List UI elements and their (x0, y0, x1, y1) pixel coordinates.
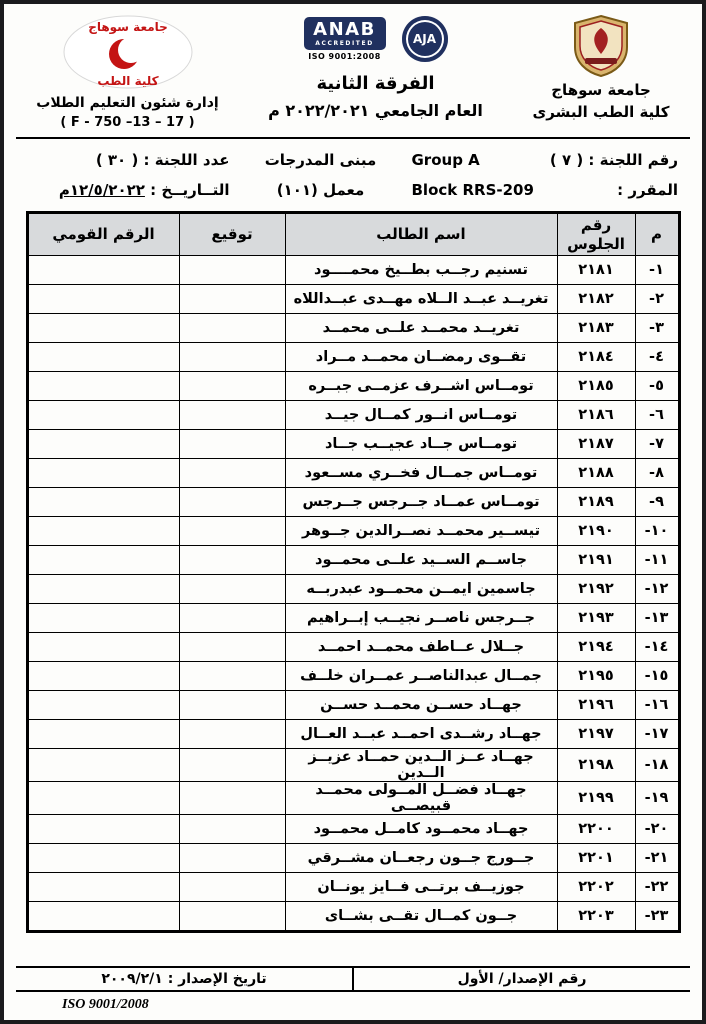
signature-cell (179, 401, 285, 430)
table-header-row (27, 213, 679, 256)
signature-cell (179, 314, 285, 343)
table-row (27, 430, 679, 459)
seat-number-cell: ٢١٩٦ (557, 691, 635, 720)
national-id-cell (27, 691, 179, 720)
student-name-cell: جاســم الســيد علــى محمــود (285, 546, 557, 575)
signature-cell (179, 662, 285, 691)
row-number-cell: ١٠- (635, 517, 679, 546)
seat-number-cell: ٢٢٠٠ (557, 815, 635, 844)
national-id-cell (27, 314, 179, 343)
national-id-cell (27, 517, 179, 546)
student-name-cell: تغريــد عبــد الــلاه مهــدى عبــداللاه (285, 285, 557, 314)
national-id-cell (27, 546, 179, 575)
row-number-cell: ١- (635, 256, 679, 285)
faculty-name: كلية الطب البشرى (532, 103, 670, 121)
seat-number-cell: ٢١٨٧ (557, 430, 635, 459)
issue-info-row (16, 966, 690, 992)
student-name-cell: جاسمين ايمــن محمــود عبدربــه (285, 575, 557, 604)
student-name-cell: جهــاد حســن محمــد حســن (285, 691, 557, 720)
row-number-cell: ٢٢- (635, 873, 679, 902)
signature-cell (179, 633, 285, 662)
table-row (27, 720, 679, 749)
seat-number-cell: ٢١٩٥ (557, 662, 635, 691)
student-name-cell: جهــاد رشــدى احمــد عبــد العــال (285, 720, 557, 749)
seat-number-cell: ٢١٩٩ (557, 782, 635, 815)
signature-cell (179, 844, 285, 873)
student-name-cell: تقــوى رمضــان محمــد مــراد (285, 343, 557, 372)
table-row (27, 401, 679, 430)
table-row (27, 517, 679, 546)
national-id-cell (27, 285, 179, 314)
national-id-cell (27, 815, 179, 844)
document-header (16, 12, 690, 130)
row-number-cell: ١١- (635, 546, 679, 575)
course-code: Block RRS-209 (411, 181, 534, 199)
seat-number-cell: ٢١٩٨ (557, 749, 635, 782)
table-row (27, 488, 679, 517)
count-and-date (28, 151, 230, 199)
table-row (27, 873, 679, 902)
signature-cell (179, 488, 285, 517)
seat-number-cell: ٢١٨٩ (557, 488, 635, 517)
table-row (27, 546, 679, 575)
national-id-cell (27, 343, 179, 372)
row-number-cell: ١٧- (635, 720, 679, 749)
student-name-cell: جــون كمــال تقــى بشــاى (285, 902, 557, 932)
signature-cell (179, 749, 285, 782)
header-number: م (635, 213, 679, 256)
issue-number: رقم الإصدار/ الأول (352, 968, 690, 990)
red-crescent-logo (62, 14, 194, 90)
grade-title: الفرقة الثانية (316, 73, 435, 94)
row-number-cell: ٧- (635, 430, 679, 459)
national-id-cell (27, 372, 179, 401)
signature-cell (179, 256, 285, 285)
committee-number: رقم اللجنة : ( ٧ ) (549, 151, 678, 169)
seat-number-cell: ٢٢٠١ (557, 844, 635, 873)
student-name-cell: تومــاس اشــرف عزمــى جبــره (285, 372, 557, 401)
national-id-cell (27, 720, 179, 749)
national-id-cell (27, 633, 179, 662)
row-number-cell: ٦- (635, 401, 679, 430)
national-id-cell (27, 749, 179, 782)
anab-label: ANAB (313, 19, 376, 40)
national-id-cell (27, 662, 179, 691)
seat-number-cell: ٢١٩٢ (557, 575, 635, 604)
seat-number-cell: ٢١٨١ (557, 256, 635, 285)
seat-number-cell: ٢١٩٤ (557, 633, 635, 662)
student-name-cell: تومــاس عمــاد جــرجس جــرجس (285, 488, 557, 517)
committee-and-course (412, 151, 679, 199)
national-id-cell (27, 575, 179, 604)
signature-cell (179, 459, 285, 488)
header-national-id: الرقم القومي (27, 213, 179, 256)
seat-number-cell: ٢١٩٧ (557, 720, 635, 749)
anab-logo (304, 17, 386, 61)
table-row (27, 604, 679, 633)
seat-number-cell: ٢١٨٦ (557, 401, 635, 430)
row-number-cell: ١٦- (635, 691, 679, 720)
anab-accredited-label: ACCREDITED (315, 40, 374, 47)
lab-name: معمل (١٠١) (276, 181, 365, 199)
national-id-cell (27, 256, 179, 285)
exam-date (28, 181, 230, 199)
national-id-cell (27, 488, 179, 517)
national-id-cell (27, 604, 179, 633)
table-row (27, 633, 679, 662)
row-number-cell: ١٥- (635, 662, 679, 691)
student-name-cell: جهــاد عــز الــدين حمــاد عزيــز الــدين (285, 749, 557, 782)
table-row (27, 691, 679, 720)
iso-standard-label: ISO 9001/2008 (62, 997, 149, 1012)
table-row (27, 459, 679, 488)
student-name-cell: جــورج جــون رجعــان مشــرقي (285, 844, 557, 873)
seat-number-cell: ٢٢٠٢ (557, 873, 635, 902)
row-number-cell: ١٨- (635, 749, 679, 782)
row-number-cell: ١٩- (635, 782, 679, 815)
exam-date-value: ١٢/٥/٢٠٢٢م (58, 181, 145, 199)
university-name: جامعة سوهاج (551, 81, 651, 99)
student-name-cell: جوزيــف برتــى فــايز يونــان (285, 873, 557, 902)
national-id-cell (27, 902, 179, 932)
table-row (27, 815, 679, 844)
student-name-cell: تسنيم رجــب بطــيخ محمــــود (285, 256, 557, 285)
national-id-cell (27, 782, 179, 815)
signature-cell (179, 873, 285, 902)
committee-count: عدد اللجنة : ( ٣٠ ) (95, 151, 230, 169)
header-signature: توقيع (179, 213, 285, 256)
document-title-block (241, 14, 511, 120)
location-info (249, 151, 392, 199)
signature-cell (179, 517, 285, 546)
table-row (27, 662, 679, 691)
issue-date: تاريخ الإصدار : ٢٠٠٩/٢/١ (101, 971, 267, 987)
table-row (27, 575, 679, 604)
row-number-cell: ١٢- (635, 575, 679, 604)
table-row (27, 902, 679, 932)
national-id-cell (27, 401, 179, 430)
seat-number-cell: ٢١٨٤ (557, 343, 635, 372)
header-student-name: اسم الطالب (285, 213, 557, 256)
aja-logo (402, 16, 448, 62)
header-seat-number: رقم الجلوس (557, 213, 635, 256)
exam-info (16, 139, 690, 203)
seat-number-cell: ٢١٨٨ (557, 459, 635, 488)
row-number-cell: ١٤- (635, 633, 679, 662)
table-row (27, 844, 679, 873)
student-name-cell: تومــاس انــور كمــال جيــد (285, 401, 557, 430)
table-row (27, 285, 679, 314)
seat-number-cell: ٢٢٠٣ (557, 902, 635, 932)
academic-year: العام الجامعي ٢٠٢٢/٢٠٢١ م (268, 101, 483, 120)
table-row (27, 372, 679, 401)
table-row (27, 314, 679, 343)
student-name-cell: جــلال عــاطف محمــد احمــد (285, 633, 557, 662)
accreditation-logos (304, 16, 448, 62)
signature-cell (179, 902, 285, 932)
building-name: مبنى المدرجات (264, 151, 377, 169)
student-name-cell: جــرجس ناصــر نجيــب إبــراهيم (285, 604, 557, 633)
footer (16, 966, 690, 1014)
exam-date-label: التــاريــخ : (150, 181, 230, 199)
signature-cell (179, 430, 285, 459)
signature-cell (179, 575, 285, 604)
svg-text:جامعة سوهاج: جامعة سوهاج (87, 20, 168, 34)
signature-cell (179, 372, 285, 401)
university-identity (516, 14, 686, 121)
row-number-cell: ٤- (635, 343, 679, 372)
row-number-cell: ٢١- (635, 844, 679, 873)
seat-number-cell: ٢١٨٥ (557, 372, 635, 401)
seat-number-cell: ٢١٨٢ (557, 285, 635, 314)
student-table-body (27, 256, 679, 932)
svg-text:كلية الطب: كلية الطب (96, 74, 159, 88)
seat-number-cell: ٢١٨٣ (557, 314, 635, 343)
student-name-cell: تومــاس جــاد عجيــب جــاد (285, 430, 557, 459)
course-label: المقرر : (617, 181, 678, 199)
form-code: ( F - 750 –13 – 17 ) (60, 115, 195, 130)
group-name: Group A (411, 151, 480, 169)
student-roster-table (26, 211, 681, 933)
seat-number-cell: ٢١٩١ (557, 546, 635, 575)
student-name-cell: جهــاد فضــل المــولى محمــد قبيصــى (285, 782, 557, 815)
row-number-cell: ١٣- (635, 604, 679, 633)
row-number-cell: ٢٣- (635, 902, 679, 932)
signature-cell (179, 720, 285, 749)
anab-iso-label: ISO 9001:2008 (308, 52, 381, 61)
signature-cell (179, 815, 285, 844)
student-name-cell: تومــاس جمــال فخــري مســعود (285, 459, 557, 488)
student-name-cell: تيســير محمــد نصــرالدين جــوهر (285, 517, 557, 546)
aja-label: AJA (412, 32, 437, 46)
national-id-cell (27, 430, 179, 459)
table-row (27, 749, 679, 782)
seat-number-cell: ٢١٩٠ (557, 517, 635, 546)
row-number-cell: ٨- (635, 459, 679, 488)
table-row (27, 782, 679, 815)
student-name-cell: جمــال عبدالناصــر عمــران خلــف (285, 662, 557, 691)
signature-cell (179, 285, 285, 314)
row-number-cell: ٩- (635, 488, 679, 517)
seat-number-cell: ٢١٩٣ (557, 604, 635, 633)
signature-cell (179, 691, 285, 720)
department-identity (20, 14, 235, 130)
table-row (27, 256, 679, 285)
signature-cell (179, 546, 285, 575)
department-name: إدارة شئون التعليم الطلاب (36, 95, 219, 111)
anab-badge (304, 17, 386, 50)
signature-cell (179, 604, 285, 633)
student-name-cell: تغريــد محمــد علــى محمــد (285, 314, 557, 343)
row-number-cell: ٥- (635, 372, 679, 401)
student-name-cell: جهــاد محمــود كامــل محمــود (285, 815, 557, 844)
table-row (27, 343, 679, 372)
national-id-cell (27, 459, 179, 488)
row-number-cell: ٢٠- (635, 815, 679, 844)
university-shield-logo (571, 14, 631, 78)
row-number-cell: ٢- (635, 285, 679, 314)
row-number-cell: ٣- (635, 314, 679, 343)
signature-cell (179, 782, 285, 815)
national-id-cell (27, 873, 179, 902)
signature-cell (179, 343, 285, 372)
national-id-cell (27, 844, 179, 873)
